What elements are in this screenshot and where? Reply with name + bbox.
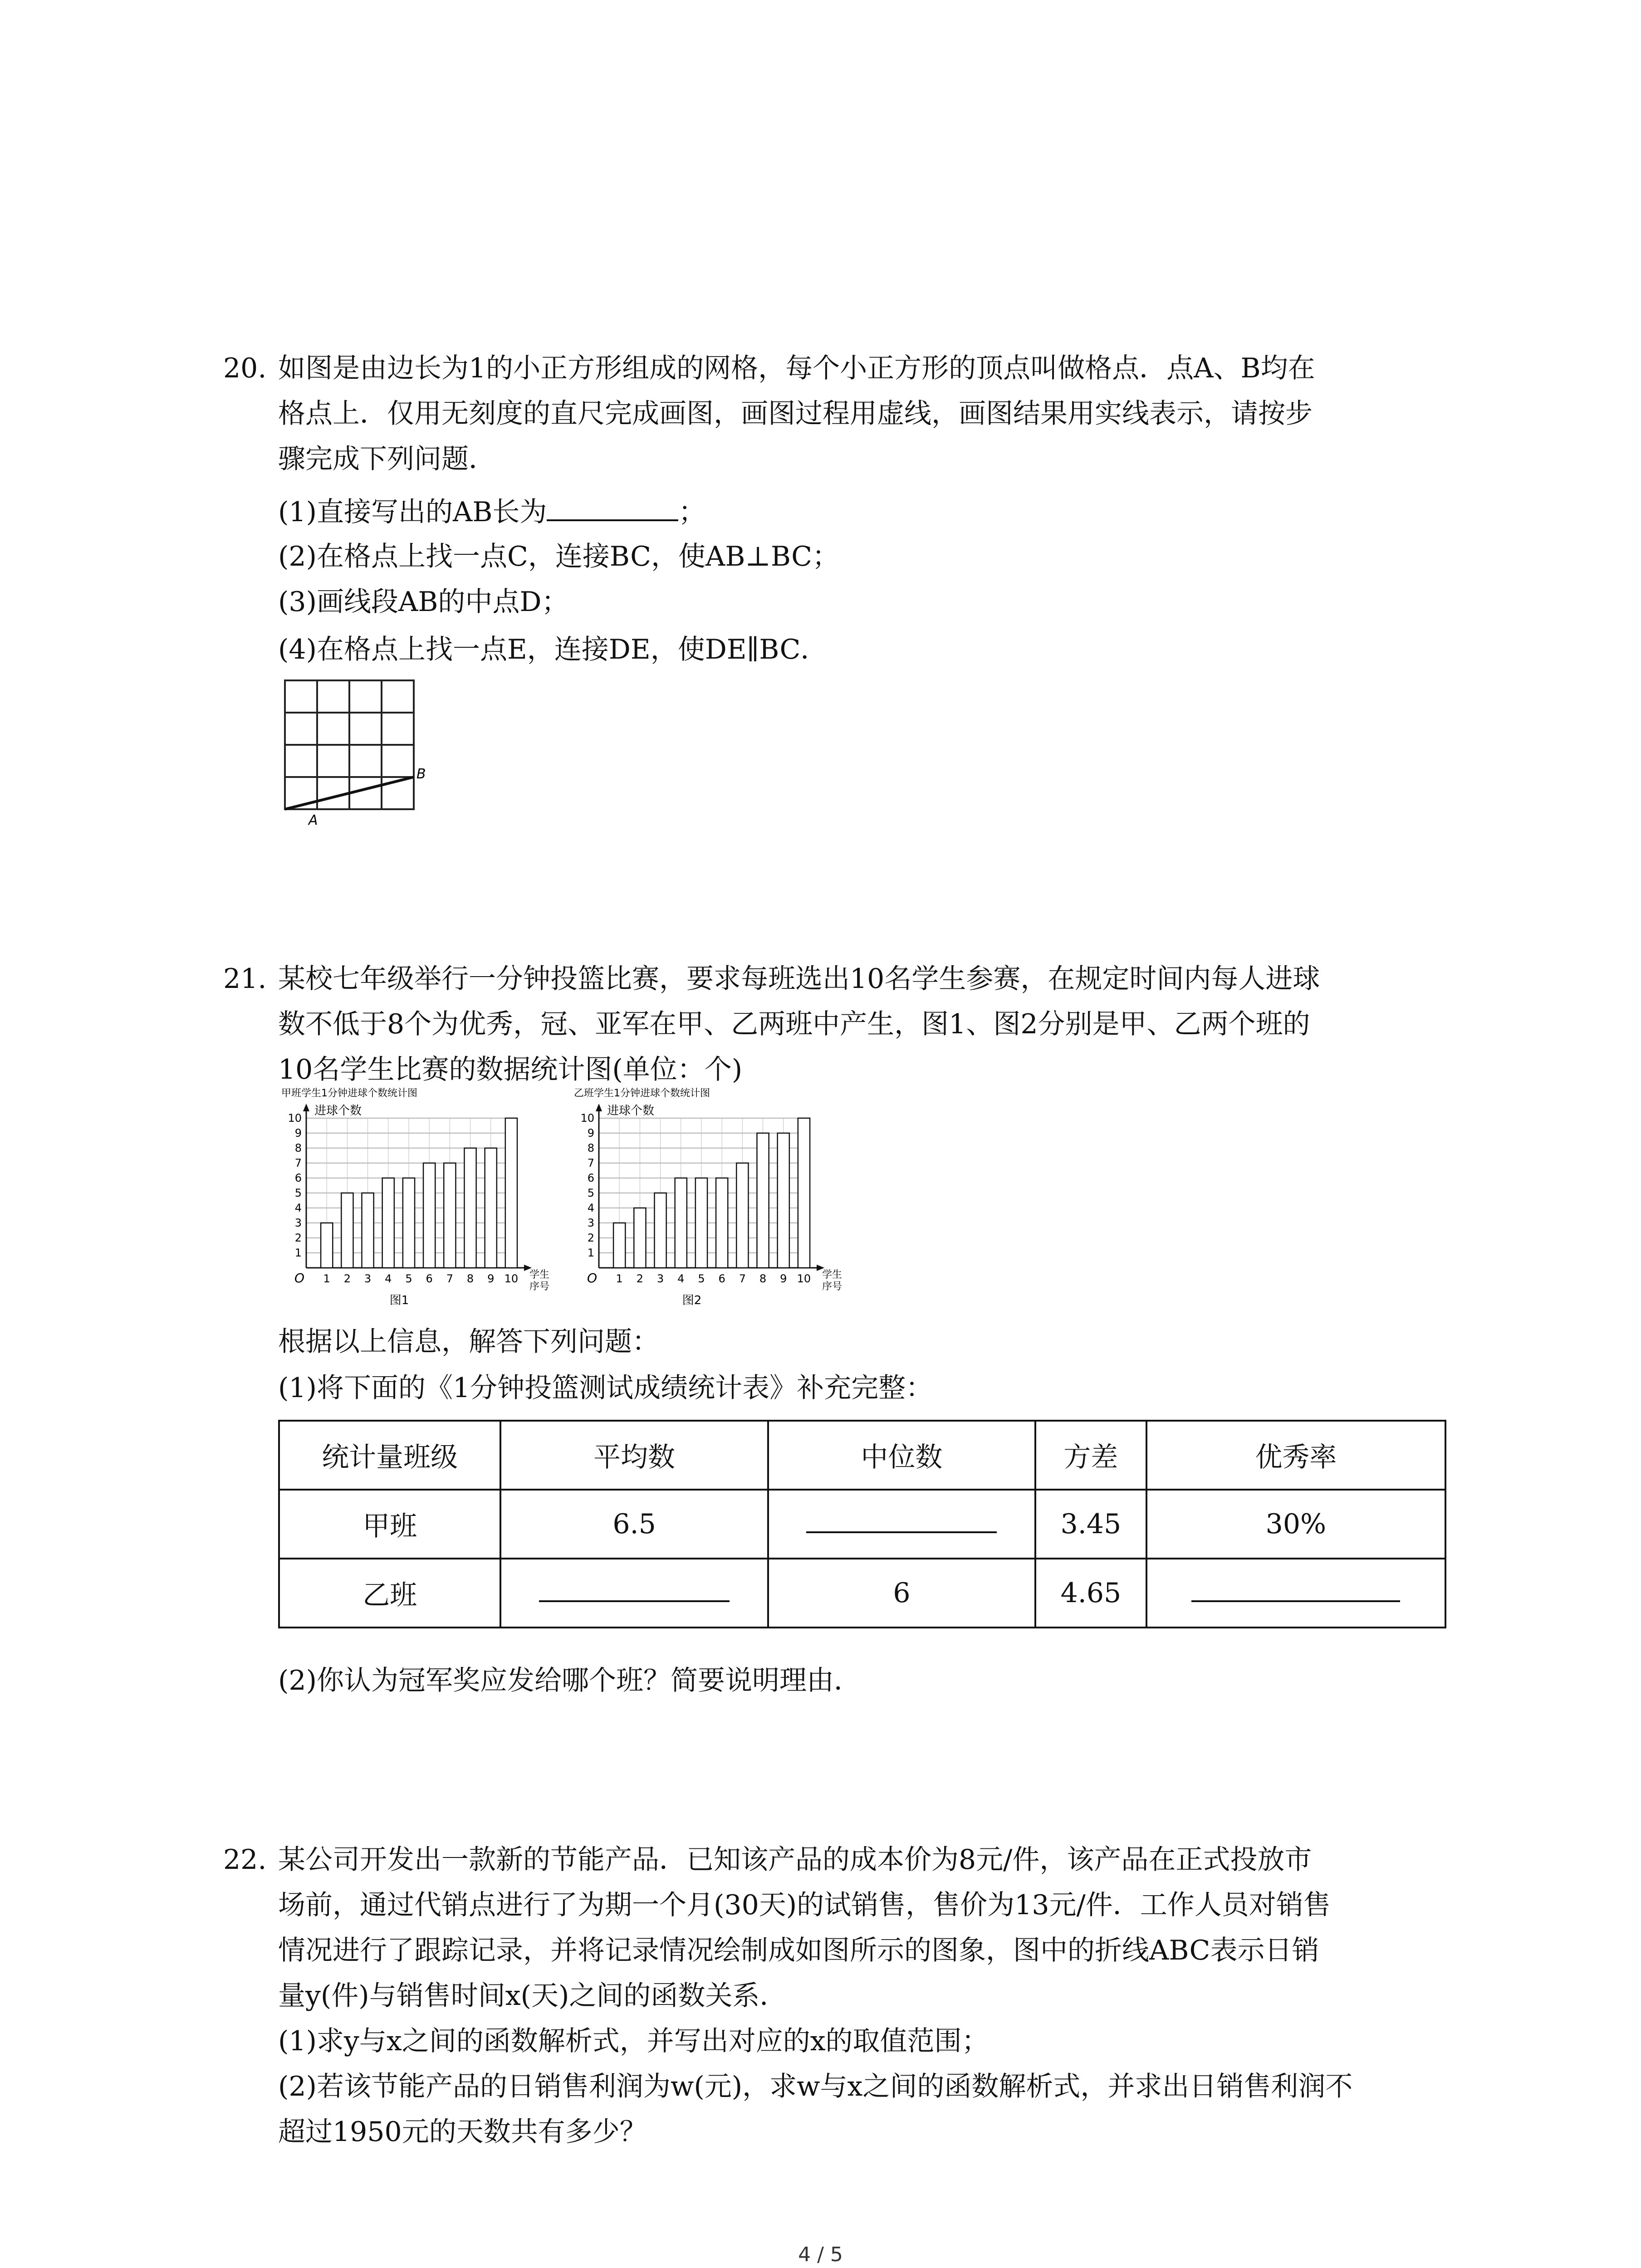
header-cell: 方差 <box>1035 1421 1146 1490</box>
q20-sub-4: (4)在格点上找一点E，连接DE，使DE∥BC． <box>278 634 828 665</box>
chart-caption: 图1 <box>389 1294 409 1307</box>
y-tick-label: 9 <box>587 1127 594 1139</box>
bar <box>716 1178 728 1268</box>
bar <box>444 1163 456 1268</box>
x-tick-label: 4 <box>385 1272 392 1285</box>
y-tick-label: 6 <box>294 1172 302 1184</box>
q22-sub-1: (1)求y与x之间的函数解析式，并写出对应的x的取值范围； <box>278 2025 989 2057</box>
q22-sub-2: (2)若该节能产品的日销售利润为w(元)，求w与x之间的函数解析式，并求出日销售利润不 <box>278 2071 1353 2102</box>
y-tick-label: 8 <box>587 1142 594 1154</box>
q22-line-1: 某公司开发出一款新的节能产品．已知该产品的成本价为8元/件，该产品在正式投放市 <box>278 1844 1312 1876</box>
chart-title: 乙班学生1分钟进球个数统计图 <box>574 1088 710 1099</box>
q22-number: 22. <box>223 1844 267 1876</box>
grid-lines <box>285 680 414 809</box>
chart-caption: 图2 <box>682 1294 702 1307</box>
x-axis-label: 学生 <box>822 1269 843 1281</box>
q21-line-3: 10名学生比赛的数据统计图(单位：个) <box>278 1054 743 1085</box>
x-axis-label: 序号 <box>529 1281 550 1292</box>
x-tick-label: 7 <box>739 1272 746 1285</box>
header-cell: 中位数 <box>768 1421 1035 1490</box>
q20-answer-blank[interactable] <box>547 493 678 521</box>
x-tick-label: 10 <box>797 1272 811 1285</box>
bar <box>505 1118 517 1268</box>
q22-line-2: 场前，通过代销点进行了为期一个月(30天)的试销售，售价为13元/件．工作人员对销售 <box>278 1889 1331 1921</box>
page-number: 4 / 5 <box>798 2243 843 2266</box>
x-tick-label: 1 <box>616 1272 623 1285</box>
q21-line-1: 某校七年级举行一分钟投篮比赛，要求每班选出10名学生参赛，在规定时间内每人进球 <box>278 963 1320 995</box>
y-tick-label: 10 <box>580 1112 594 1124</box>
q21-line-2: 数不低于8个为优秀，冠、亚军在甲、乙两班中产生，图1、图2分别是甲、乙两个班的 <box>278 1008 1310 1040</box>
answer-blank[interactable] <box>1191 1578 1400 1602</box>
x-tick-label: 6 <box>718 1272 725 1285</box>
y-axis-label: 进球个数 <box>607 1104 655 1118</box>
mean-blank-cell[interactable] <box>500 1559 768 1628</box>
y-tick-label: 5 <box>294 1187 302 1199</box>
y-tick-label: 4 <box>294 1202 302 1214</box>
x-axis-label: 学生 <box>529 1269 550 1281</box>
q20-sub-2: (2)在格点上找一点C，连接BC，使AB⊥BC； <box>278 541 839 572</box>
y-tick-label: 1 <box>294 1246 302 1259</box>
x-tick-label: 8 <box>759 1272 767 1285</box>
answer-blank[interactable] <box>806 1509 997 1533</box>
x-tick-label: 8 <box>466 1272 474 1285</box>
point-b-label: B <box>416 766 426 782</box>
q20-sub-3: (3)画线段AB的中点D； <box>278 586 569 618</box>
y-tick-label: 3 <box>587 1217 594 1229</box>
bar <box>423 1163 435 1268</box>
x-tick-label: 7 <box>446 1272 453 1285</box>
stats-table <box>278 1420 1446 1628</box>
q21-after-chart: 根据以上信息，解答下列问题： <box>278 1326 659 1358</box>
y-tick-label: 9 <box>294 1127 302 1139</box>
bar <box>778 1133 789 1268</box>
bar <box>613 1223 625 1268</box>
row-label: 甲班 <box>279 1490 500 1559</box>
chart-class-a <box>281 1086 572 1322</box>
x-tick-label: 9 <box>487 1272 495 1285</box>
y-tick-label: 3 <box>294 1217 302 1229</box>
x-tick-label: 9 <box>780 1272 787 1285</box>
variance-cell: 3.45 <box>1035 1490 1146 1559</box>
excellence-rate-cell: 30% <box>1146 1490 1445 1559</box>
y-tick-label: 4 <box>587 1202 594 1214</box>
q20-grid-figure <box>272 671 436 826</box>
y-axis-arrow <box>303 1104 309 1111</box>
bar <box>382 1178 394 1268</box>
y-tick-label: 2 <box>294 1232 302 1244</box>
answer-blank[interactable] <box>539 1578 730 1602</box>
bar <box>798 1118 810 1268</box>
median-cell: 6 <box>768 1559 1035 1628</box>
q22-sub-2-cont: 超过1950元的天数共有多少？ <box>278 2116 647 2148</box>
bar <box>341 1193 353 1268</box>
q22-line-3: 情况进行了跟踪记录，并将记录情况绘制成如图所示的图象，图中的折线ABC表示日销 <box>278 1935 1319 1966</box>
header-cell: 优秀率 <box>1146 1421 1445 1490</box>
q22-line-4: 量y(件)与销售时间x(天)之间的函数关系． <box>278 1980 787 2012</box>
bar <box>321 1223 333 1268</box>
bar <box>485 1148 497 1268</box>
bar <box>736 1163 748 1268</box>
x-axis-label: 序号 <box>822 1281 843 1292</box>
origin-label: O <box>587 1271 598 1286</box>
y-tick-label: 5 <box>587 1187 594 1199</box>
row-label: 乙班 <box>279 1559 500 1628</box>
chart-class-b <box>574 1086 864 1322</box>
chart-title: 甲班学生1分钟进球个数统计图 <box>281 1088 417 1099</box>
median-blank-cell[interactable] <box>768 1490 1035 1559</box>
x-tick-label: 5 <box>405 1272 412 1285</box>
point-a-label: A <box>309 812 318 826</box>
q20-sub-1-text: (1)直接写出的AB长为 <box>278 496 547 528</box>
q20-line-1: 如图是由边长为1的小正方形组成的网格，每个小正方形的顶点叫做格点．点A、B均在 <box>278 352 1315 384</box>
y-tick-label: 6 <box>587 1172 594 1184</box>
x-tick-label: 6 <box>426 1272 433 1285</box>
table-row-class-a <box>279 1490 1445 1559</box>
table-header-row <box>279 1421 1445 1490</box>
x-tick-label: 10 <box>504 1272 519 1285</box>
q20-number: 20. <box>223 352 267 384</box>
bar <box>634 1208 646 1268</box>
y-tick-label: 7 <box>587 1157 594 1169</box>
header-cell: 统计量班级 <box>279 1421 500 1490</box>
bar <box>757 1133 769 1268</box>
x-tick-label: 3 <box>656 1272 664 1285</box>
x-tick-label: 5 <box>698 1272 705 1285</box>
q20-sub-1 <box>278 493 705 530</box>
q21-number: 21. <box>223 963 267 995</box>
table-row-class-b <box>279 1559 1445 1628</box>
excellence-rate-blank-cell[interactable] <box>1146 1559 1445 1628</box>
bar <box>464 1148 476 1268</box>
q20-line-3: 骤完成下列问题． <box>278 443 496 475</box>
q21-sub-2: (2)你认为冠军奖应发给哪个班？简要说明理由． <box>278 1665 861 1696</box>
header-cell: 平均数 <box>500 1421 768 1490</box>
y-tick-label: 10 <box>288 1112 302 1124</box>
y-tick-label: 1 <box>587 1246 594 1259</box>
q20-line-2: 格点上．仅用无刻度的直尺完成画图，画图过程用虚线，画图结果用实线表示，请按步 <box>278 398 1313 430</box>
y-tick-label: 8 <box>294 1142 302 1154</box>
bar <box>675 1178 687 1268</box>
y-tick-label: 2 <box>587 1232 594 1244</box>
bar <box>403 1178 415 1268</box>
x-tick-label: 3 <box>364 1272 372 1285</box>
mean-cell: 6.5 <box>500 1490 768 1559</box>
y-axis-label: 进球个数 <box>314 1104 362 1118</box>
q20-sub-1-suffix: ； <box>678 496 706 528</box>
y-tick-label: 7 <box>294 1157 302 1169</box>
x-tick-label: 2 <box>343 1272 351 1285</box>
y-axis-arrow <box>596 1104 602 1111</box>
bar <box>362 1193 373 1268</box>
bar <box>696 1178 707 1268</box>
origin-label: O <box>294 1271 305 1286</box>
x-tick-label: 2 <box>636 1272 644 1285</box>
q21-sub-1: (1)将下面的《1分钟投篮测试成绩统计表》补充完整： <box>278 1372 933 1404</box>
x-tick-label: 1 <box>323 1272 330 1285</box>
variance-cell: 4.65 <box>1035 1559 1146 1628</box>
x-tick-label: 4 <box>677 1272 685 1285</box>
bar <box>654 1193 666 1268</box>
